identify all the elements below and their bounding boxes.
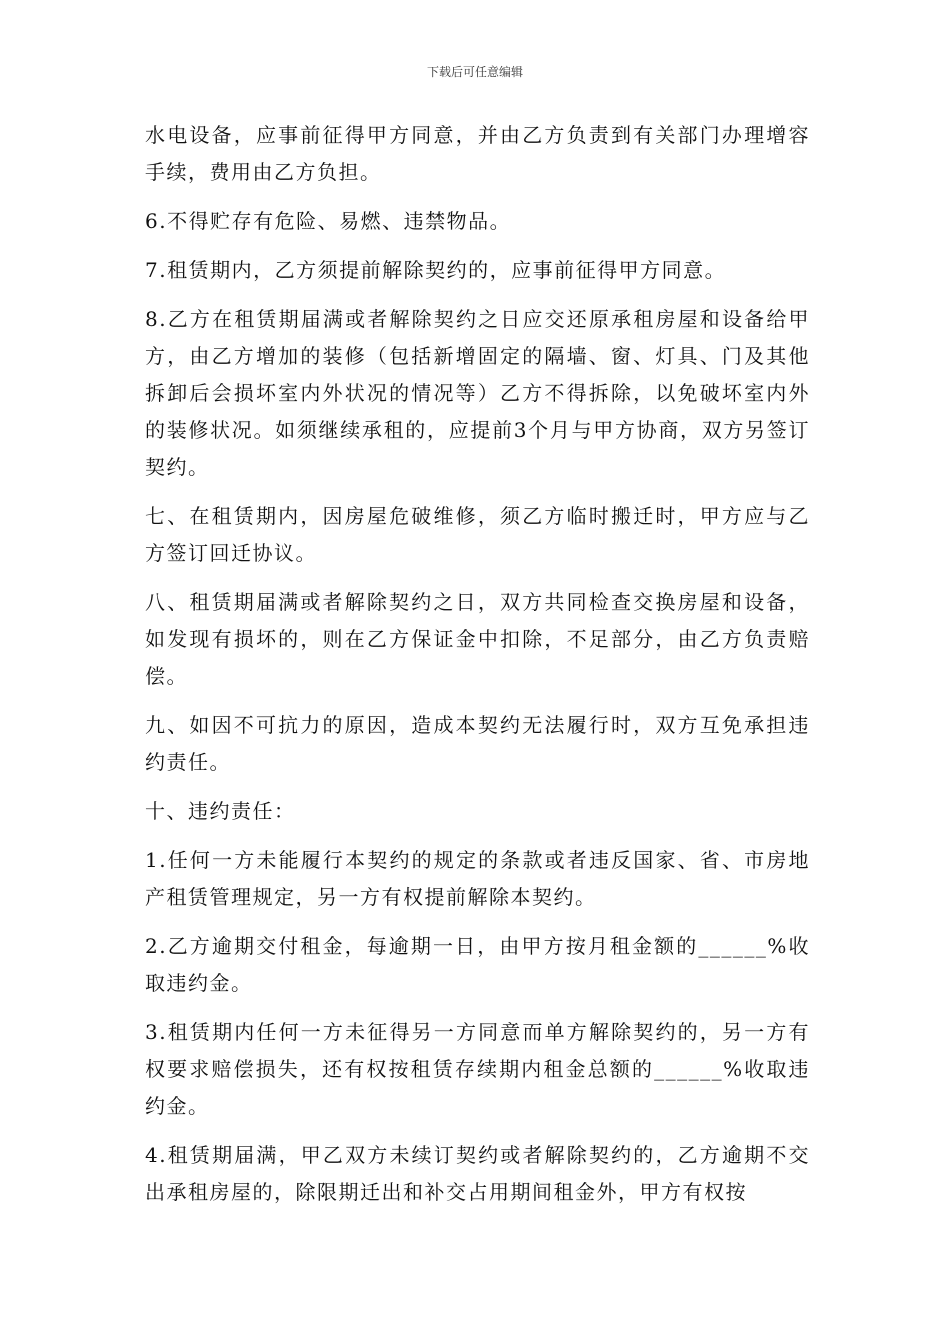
paragraph-liability-4: 4.租赁期届满，甲乙双方未续订契约或者解除契约的，乙方逾期不交出承租房屋的，除限期迁出和补交占用期间租金外，甲方有权按 xyxy=(145,1143,810,1204)
paragraph-section-9: 九、如因不可抗力的原因，造成本契约无法履行时，双方互免承担违约责任。 xyxy=(145,713,810,774)
paragraph-section-8: 八、租赁期届满或者解除契约之日，双方共同检查交换房屋和设备，如发现有损坏的，则在乙方保证金中扣除，不足部分，由乙方负责赔偿。 xyxy=(145,590,810,688)
paragraph-liability-1: 1.任何一方未能履行本契约的规定的条款或者违反国家、省、市房地产租赁管理规定，另一方有权提前解除本契约。 xyxy=(145,848,810,909)
page-header: 下载后可任意编辑 xyxy=(426,65,523,79)
section-heading-10: 十、违约责任： xyxy=(145,799,296,823)
document-body xyxy=(145,117,810,1223)
paragraph-utilities-continuation: 水电设备，应事前征得甲方同意，并由乙方负责到有关部门办理增容手续，费用由乙方负担。 xyxy=(145,123,810,184)
paragraph-clause-7: 7.租赁期内，乙方须提前解除契约的，应事前征得甲方同意。 xyxy=(145,258,727,282)
paragraph-section-7: 七、在租赁期内，因房屋危破维修，须乙方临时搬迁时，甲方应与乙方签订回迁协议。 xyxy=(145,504,810,565)
paragraph-liability-2: 2.乙方逾期交付租金，每逾期一日，由甲方按月租金额的______%收取违约金。 xyxy=(145,934,810,995)
paragraph-liability-3: 3.租赁期内任何一方未征得另一方同意而单方解除契约的，另一方有权要求赔偿损失，还有权按租赁存续期内租金总额的______%收取违约金。 xyxy=(145,1020,810,1118)
paragraph-clause-8: 8.乙方在租赁期届满或者解除契约之日应交还原承租房屋和设备给甲方，由乙方增加的装修（包括新增固定的隔墙、窗、灯具、门及其他拆卸后会损坏室内外状况的情况等）乙方不得拆除，以免破坏室内外的装修状况。如须继续承租的，应提前3个月与甲方协商，双方另签订契约。 xyxy=(145,307,810,479)
paragraph-clause-6: 6.不得贮存有危险、易燃、违禁物品。 xyxy=(145,209,512,233)
